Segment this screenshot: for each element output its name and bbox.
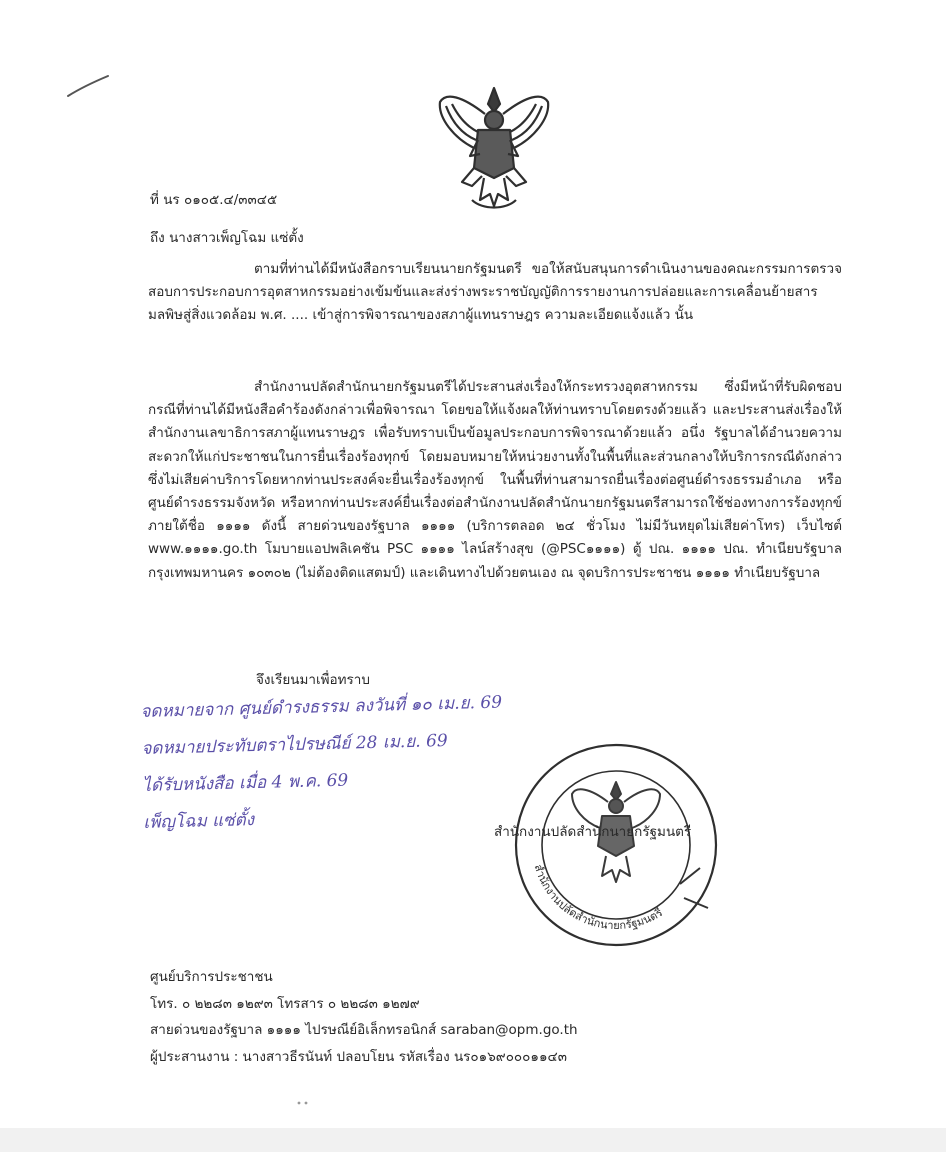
- paragraph-2: สำนักงานปลัดสำนักนายกรัฐมนตรีได้ประสานส่งเรื่องให้กระทรวงอุตสาหกรรม ซึ่งมีหน้าที่รับผิดชอบกรณีที่ท่านได้มีหนังสือคำร้องดังกล่าวเพื่อพิจารณา โดยขอให้แจ้งผลให้ท่านทราบโดยตรงด้วยแล้ว และประสานส่งเรื่องให้สำนักงานเลขาธิการสภาผู้แทนราษฎร เพื่อรับทราบเป็นข้อมูลประกอบการพิจารณาด้วยแล้ว อนึ่ง รัฐบาลได้อำนวยความสะดวกให้แก่ประชาชนในการยื่นเรื่องร้องทุกข์ โดยมอบหมายให้หน่วยงานทั้งในพื้นที่และส่วนกลางให้บริการกรณีดังกล่าว ซึ่งไม่เสียค่าบริการโดยหากท่านประสงค์จะยื่นเรื่องร้องทุกข์ ในพื้นที่ท่านสามารถยื่นเรื่องต่อศูนย์ดำรงธรรมอำเภอ หรือศูนย์ดำรงธรรมจังหวัด หรือหากท่านประสงค์ยื่นเรื่องต่อสำนักงานปลัดสำนักนายกรัฐมนตรีสามารถใช้ช่องทางการร้องทุกข์ภายใต้ชื่อ ๑๑๑๑ ดังนี้ สายด่วนของรัฐบาล ๑๑๑๑ (บริการตลอด ๒๔ ชั่วโมง ไม่มีวันหยุดไม่เสียค่าโทร) เว็บไซต์ www.๑๑๑๑.go.th โมบายแอปพลิเคชัน PSC ๑๑๑๑ ไลน์สร้างสุข (@PSC๑๑๑๑) ตู้ ปณ. ๑๑๑๑ ปณ. ทำเนียบรัฐบาล กรุงเทพมหานคร ๑๐๓๐๒ (ไม่ต้องติดแสตมป์) และเดินทางไปด้วยตนเอง ณ จุดบริการประชาชน ๑๑๑๑ ทำเนียบรัฐบาล: [148, 379, 842, 581]
- contact-phone-fax: โทร. ๐ ๒๒๘๓ ๑๒๙๓ โทรสาร ๐ ๒๒๘๓ ๑๒๗๙: [150, 995, 420, 1012]
- handwritten-note: ได้รับหนังสือ เมื่อ 4 พ.ค. 69: [142, 770, 349, 796]
- contact-unit: ศูนย์บริการประชาชน: [150, 969, 273, 985]
- scan-bottom-edge: [0, 1128, 946, 1152]
- pen-stroke-mark: [64, 72, 112, 100]
- recipient-label: ถึง: [150, 230, 165, 246]
- recipient-line: [150, 226, 304, 248]
- handwritten-signature: เพ็ญโฉม แซ่ตั้ง: [143, 810, 255, 833]
- reference-number: นร ๐๑๐๕.๔/๓๓๔๕: [163, 192, 278, 208]
- contact-block: [150, 964, 578, 1070]
- seal-office-label: สำนักงานปลัดสำนักนายกรัฐมนตรี: [494, 824, 692, 840]
- closing-line: จึงเรียนมาเพื่อทราบ: [256, 672, 370, 688]
- contact-hotline-email: สายด่วนของรัฐบาล ๑๑๑๑ ไปรษณีย์อิเล็กทรอนิกส์ saraban@opm.go.th: [150, 1022, 578, 1038]
- scan-dot-mark: [296, 1100, 310, 1106]
- handwritten-note: จดหมายจาก ศูนย์ดำรงธรรม ลงวันที่ ๑๐ เม.ย. 69: [140, 692, 503, 722]
- garuda-emblem-icon: [432, 82, 556, 218]
- official-seal-stamp: [504, 738, 728, 952]
- seal-ring-text: สำนักงานปลัดสำนักนายกรัฐมนตรี: [531, 862, 665, 933]
- contact-coordinator: ผู้ประสานงาน : นางสาวธีรนันท์ ปลอบโยน รหัสเรื่อง นร๐๑๖๙๐๐๐๑๑๔๓: [150, 1048, 567, 1065]
- recipient-name: นางสาวเพ็ญโฉม แซ่ตั้ง: [169, 230, 304, 246]
- handwritten-note: จดหมายประทับตราไปรษณีย์ 28 เม.ย. 69: [141, 730, 448, 759]
- paragraph-1: ตามที่ท่านได้มีหนังสือกราบเรียนนายกรัฐมนตรี ขอให้สนับสนุนการดำเนินงานของคณะกรรมการตรวจสอบการประกอบการอุตสาหกรรมอย่างเข้มข้นและส่งร่างพระราชบัญญัติการรายงานการปล่อยและการเคลื่อนย้ายสารมลพิษสู่สิ่งแวดล้อม พ.ศ. .... เข้าสู่การพิจารณาของสภาผู้แทนราษฎร ความละเอียดแจ้งแล้ว นั้น: [148, 261, 842, 324]
- reference-line: [150, 188, 277, 210]
- reference-label: ที่: [150, 192, 159, 208]
